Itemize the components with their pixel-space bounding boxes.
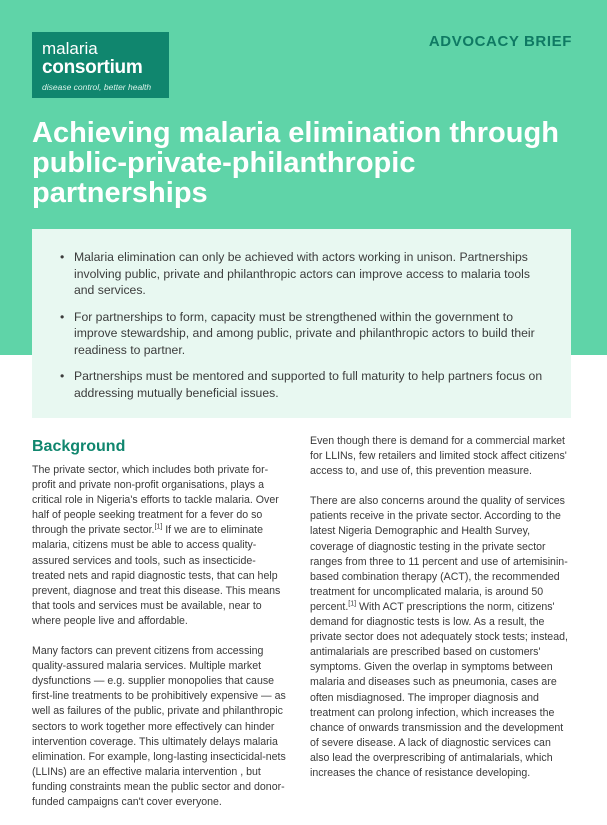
key-point-item	[60, 368, 543, 401]
paragraph	[32, 463, 288, 629]
bullet-icon: •	[60, 309, 65, 324]
paragraph-text: With ACT prescriptions the norm, citizens' demand for diagnostic tests is low. As a result, the private sector does not adequately stock tests; instead, antimalarials are prescribed based on customers' symptoms. Given the overlap in symptoms between malaria and diseases such as pneumonia, cases are often misdiagnosed. The improper diagnosis and treatment can prolong infection, which increases the chance of onwards transmission and the development of severe disease. A lack of diagnostic services can also lead the overprescribing of antimalarials, which increases the chance of resistance developing.	[310, 600, 568, 779]
key-point-item	[60, 249, 543, 299]
paragraph	[310, 494, 572, 781]
logo-tagline: disease control, better health	[42, 82, 152, 92]
logo-text-malaria: malaria	[42, 39, 98, 58]
paragraph: Even though there is demand for a commercial market for LLINs, few retailers and limited stock affect citizens' access to, and use of, this prevention measure.	[310, 435, 567, 478]
logo-text-consortium: consortium	[42, 57, 143, 78]
reference-marker: [1]	[154, 523, 163, 531]
key-points-list	[60, 249, 543, 401]
paragraph-text: There are also concerns around the quality of services patients receive in the private sector. According to the latest Nigeria Demographic and Health Survey, coverage of diagnostic testing in the private sector ranges from three to 11 percent and use of artemisinin-based combination therapy (ACT), the recommended treatment for uncomplicated malaria, is around 50 percent.	[310, 495, 568, 613]
key-points-box	[32, 229, 571, 418]
right-column	[310, 434, 572, 796]
document-type-label: ADVOCACY BRIEF	[428, 33, 572, 50]
malaria-consortium-logo	[32, 32, 169, 98]
section-heading-background: Background	[32, 438, 126, 455]
key-point-text: For partnerships to form, capacity must be strengthened within the government to improve stewardship, and among public, private and philanthropic actors to build their readiness to partner.	[74, 309, 535, 357]
left-column	[32, 437, 288, 825]
paragraph-text: The private sector, which includes both private for-profit and private non-profit organisations, plays a critical role in Nigeria's efforts to tackle malaria. Over half of people seeking treatment for a fever do so through the private sector.	[32, 464, 279, 537]
key-point-text: Malaria elimination can only be achieved with actors working in unison. Partnerships involving public, private and philanthropic actors can improve access to malaria tools and services.	[74, 250, 530, 297]
reference-marker: [1]	[348, 600, 357, 608]
key-point-text: Partnerships must be mentored and supported to full maturity to help partners focus on addressing mutually beneficial issues.	[74, 369, 543, 400]
page-title: Achieving malaria elimination through public-private-philanthropic partnerships	[32, 117, 559, 209]
paragraph-text: If we are to eliminate malaria, citizens must be able to access quality-assured services and tools, such as insecticide-treated nets and rapid diagnostic tests, that can help prevent, diagnose and treat this disease. This means that tools and services must be available, near to where people live and affordable.	[32, 524, 281, 627]
bullet-icon: •	[60, 369, 65, 383]
paragraph: Many factors can prevent citizens from accessing quality-assured malaria services. Multiple market dysfunctions — e.g. supplier monopolies that cause first-line treatments to be prohibitively expensive — as well as failures of the public, private and philanthropic sectors to work together more effectively can hinder intervention coverage. This ultimately delays malaria elimination. For example, long-lasting insecticidal-nets (LLINs) are an effective malaria intervention , but funding constraints mean the public sector and donor-funded campaigns can't cover everyone.	[32, 645, 286, 808]
key-point-item	[60, 309, 543, 359]
bullet-icon: •	[60, 250, 65, 264]
